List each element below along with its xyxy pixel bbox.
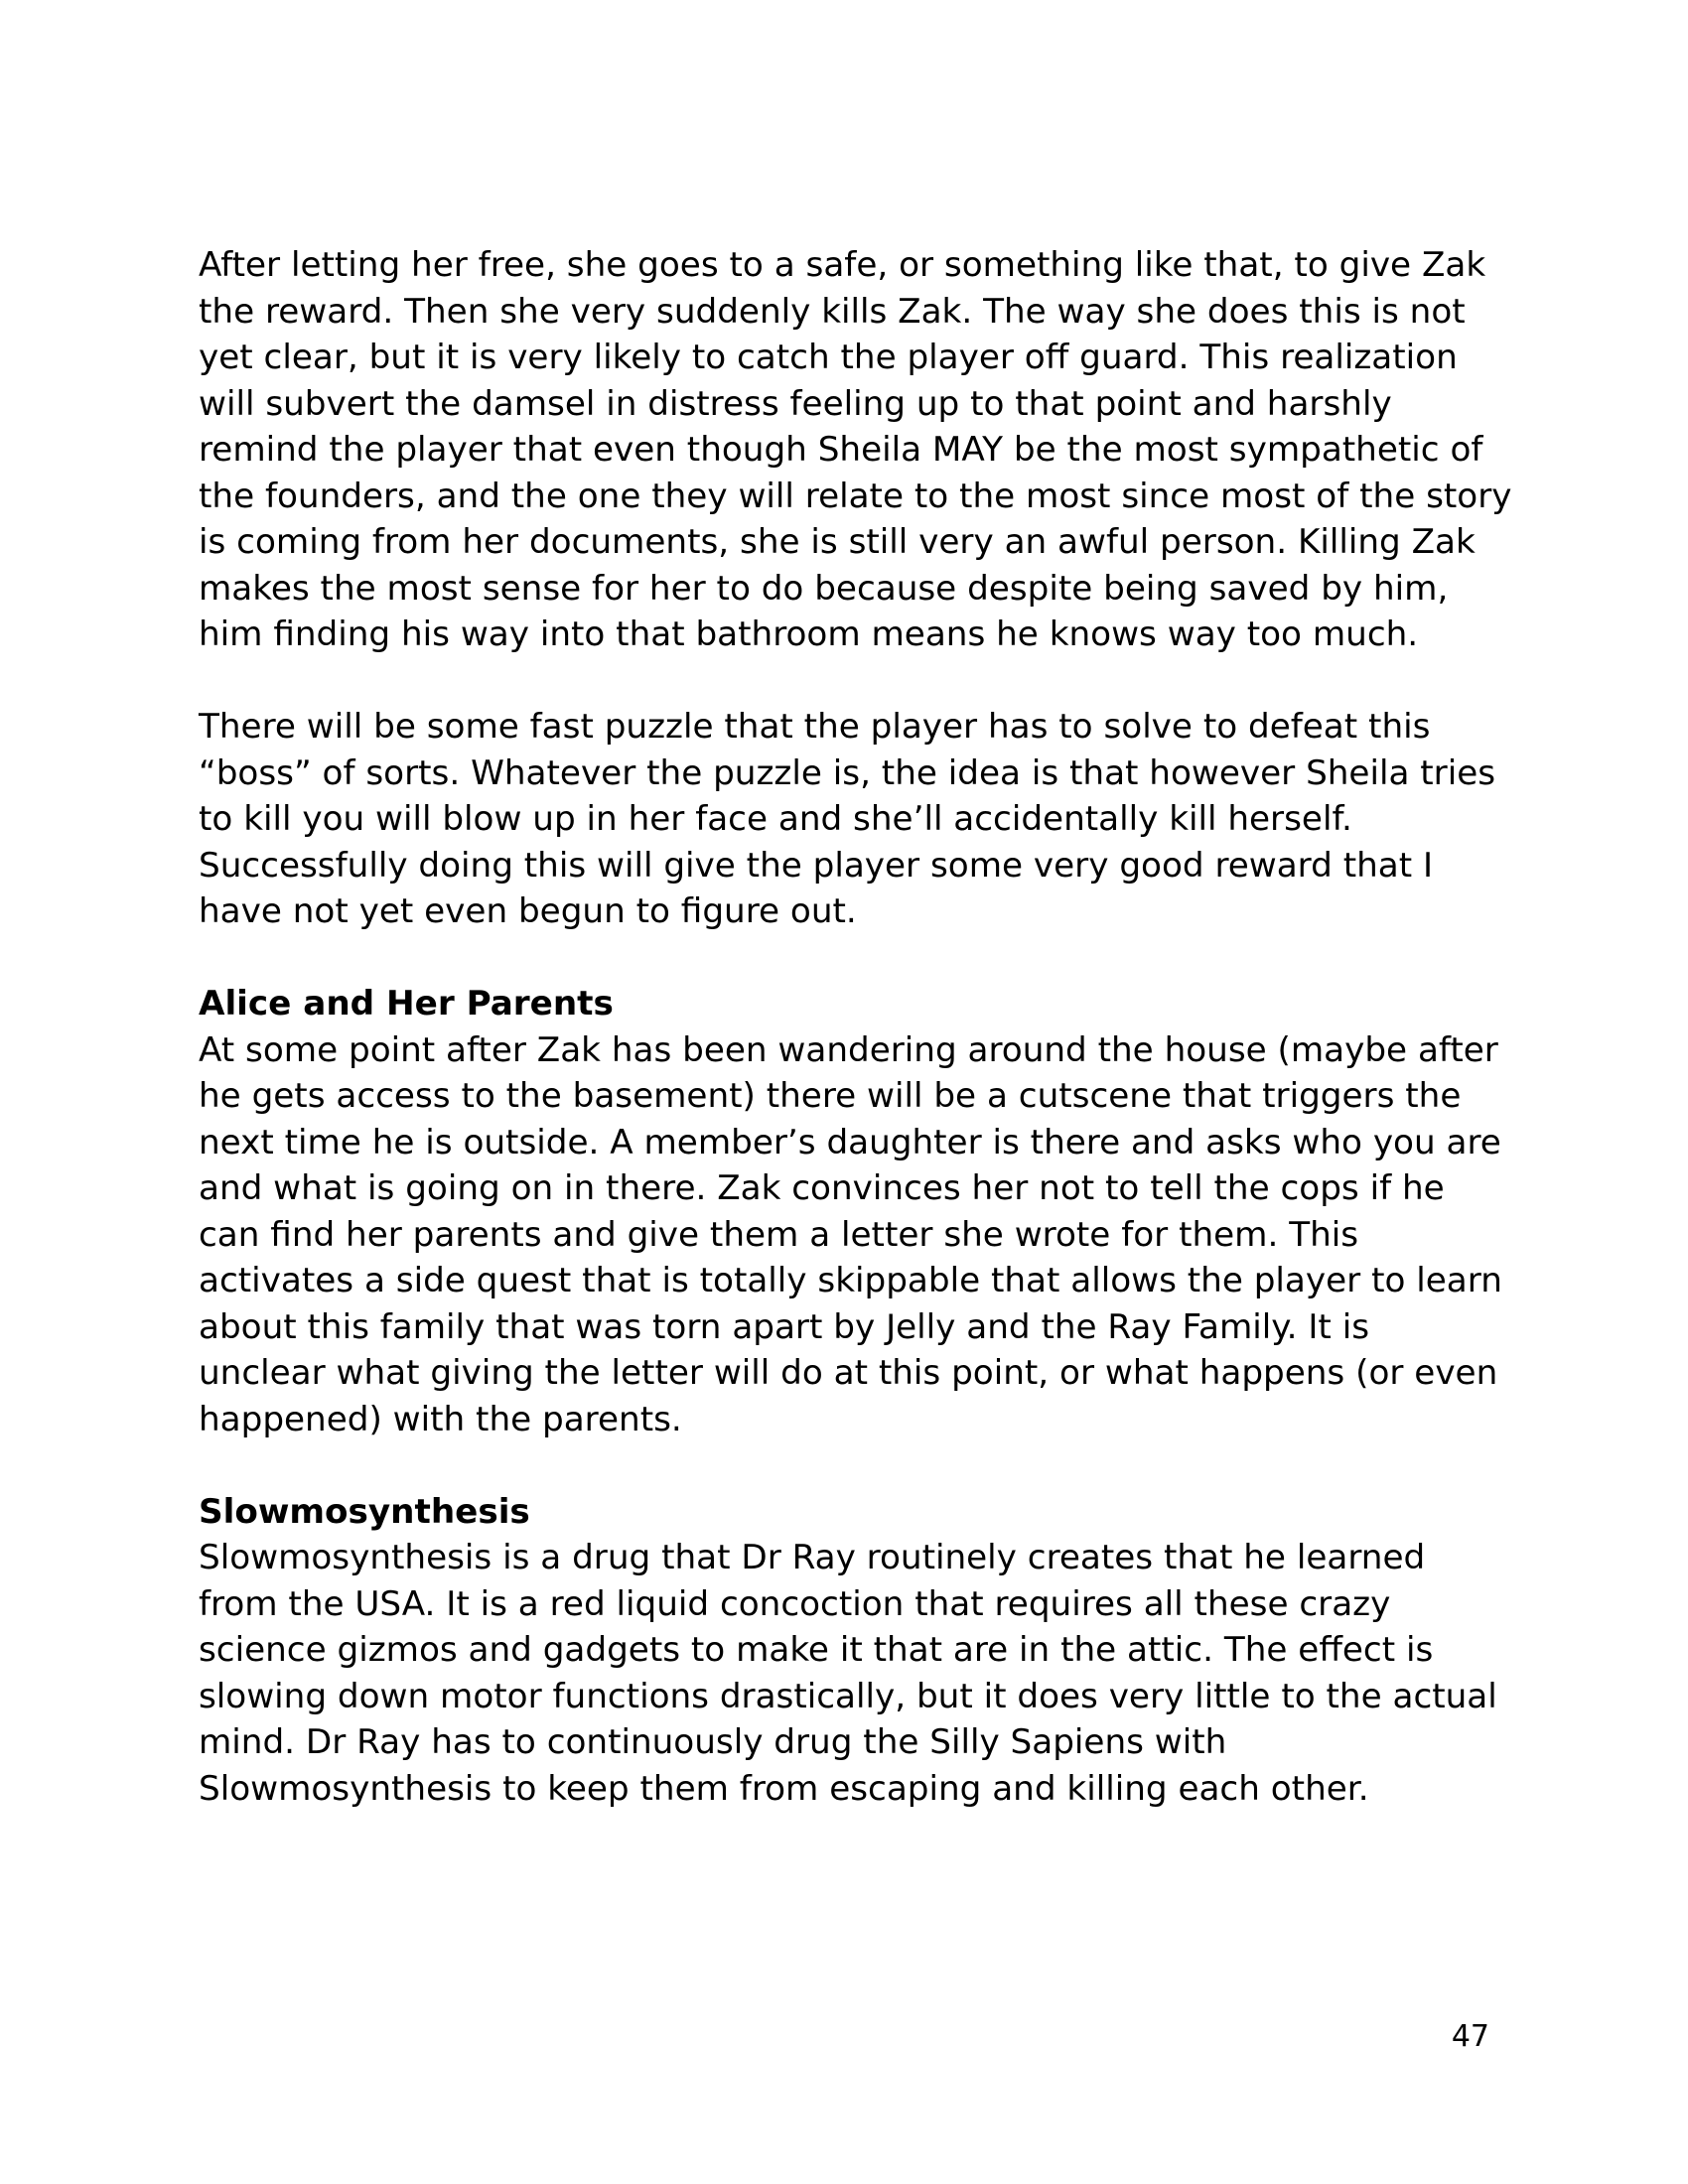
section-heading: Slowmosynthesis — [199, 1491, 530, 1532]
text-line: have not yet even begun to figure out. — [199, 891, 857, 931]
section-slowmosynthesis — [199, 1489, 1497, 1813]
text-line: remind the player that even though Sheila MAY be the most sympathetic of — [199, 430, 1483, 470]
text-line: Slowmosynthesis to keep them from escaping and killing each other. — [199, 1768, 1369, 1809]
paragraph-gap — [199, 935, 1489, 982]
text-line: After letting her free, she goes to a safe, or something like that, to give Zak — [199, 245, 1486, 285]
text-line: the founders, and the one they will relate to the most since most of the story — [199, 476, 1512, 516]
text-line: is coming from her documents, she is still very an awful person. Killing Zak — [199, 522, 1476, 562]
document-body — [199, 242, 1512, 1812]
text-line: next time he is outside. A member’s daughter is there and asks who you are — [199, 1122, 1501, 1162]
text-line: “boss” of sorts. Whatever the puzzle is, the idea is that however Sheila tries — [199, 752, 1496, 793]
text-line: will subvert the damsel in distress feeling up to that point and harshly — [199, 383, 1392, 424]
text-line: about this family that was torn apart by Jelly and the Ray Family. It is — [199, 1306, 1370, 1347]
paragraph-boss-puzzle — [199, 704, 1496, 935]
text-line: At some point after Zak has been wandering around the house (maybe after — [199, 1029, 1498, 1070]
text-line: activates a side quest that is totally skippable that allows the player to learn — [199, 1261, 1502, 1300]
text-line: can find her parents and give them a letter she wrote for them. This — [199, 1214, 1359, 1255]
paragraph-gap — [199, 658, 1489, 705]
text-line: happened) with the parents. — [199, 1399, 682, 1439]
text-line: slowing down motor functions drastically, but it does very little to the actual — [199, 1676, 1497, 1716]
section-heading: Alice and Her Parents — [199, 984, 614, 1024]
text-line: makes the most sense for her to do because despite being saved by him, — [199, 568, 1449, 609]
text-line: he gets access to the basement) there will be a cutscene that triggers the — [199, 1076, 1462, 1116]
text-line: Successfully doing this will give the player some very good reward that I — [199, 845, 1434, 886]
text-line: yet clear, but it is very likely to catch the player off guard. This realization — [199, 338, 1458, 377]
text-line: There will be some fast puzzle that the player has to solve to defeat this — [199, 707, 1431, 747]
text-line: to kill you will blow up in her face and she’ll accidentally kill herself. — [199, 799, 1352, 839]
text-line: from the USA. It is a red liquid concoction that requires all these crazy — [199, 1583, 1391, 1624]
text-line: him finding his way into that bathroom means he knows way too much. — [199, 614, 1419, 654]
paragraph-gap — [199, 1442, 1489, 1489]
text-line: and what is going on in there. Zak convinces her not to tell the cops if he — [199, 1168, 1445, 1208]
page-number: 47 — [1451, 2019, 1489, 2054]
section-alice-and-her-parents — [199, 981, 1502, 1442]
text-line: Slowmosynthesis is a drug that Dr Ray routinely creates that he learned — [199, 1538, 1426, 1577]
text-line: the reward. Then she very suddenly kills Zak. The way she does this is not — [199, 291, 1466, 332]
text-line: unclear what giving the letter will do at this point, or what happens (or even — [199, 1353, 1498, 1393]
text-line: mind. Dr Ray has to continuously drug the Silly Sapiens with — [199, 1722, 1227, 1762]
text-line: science gizmos and gadgets to make it that are in the attic. The effect is — [199, 1630, 1434, 1670]
paragraph-sheila-kills-zak — [199, 242, 1512, 658]
